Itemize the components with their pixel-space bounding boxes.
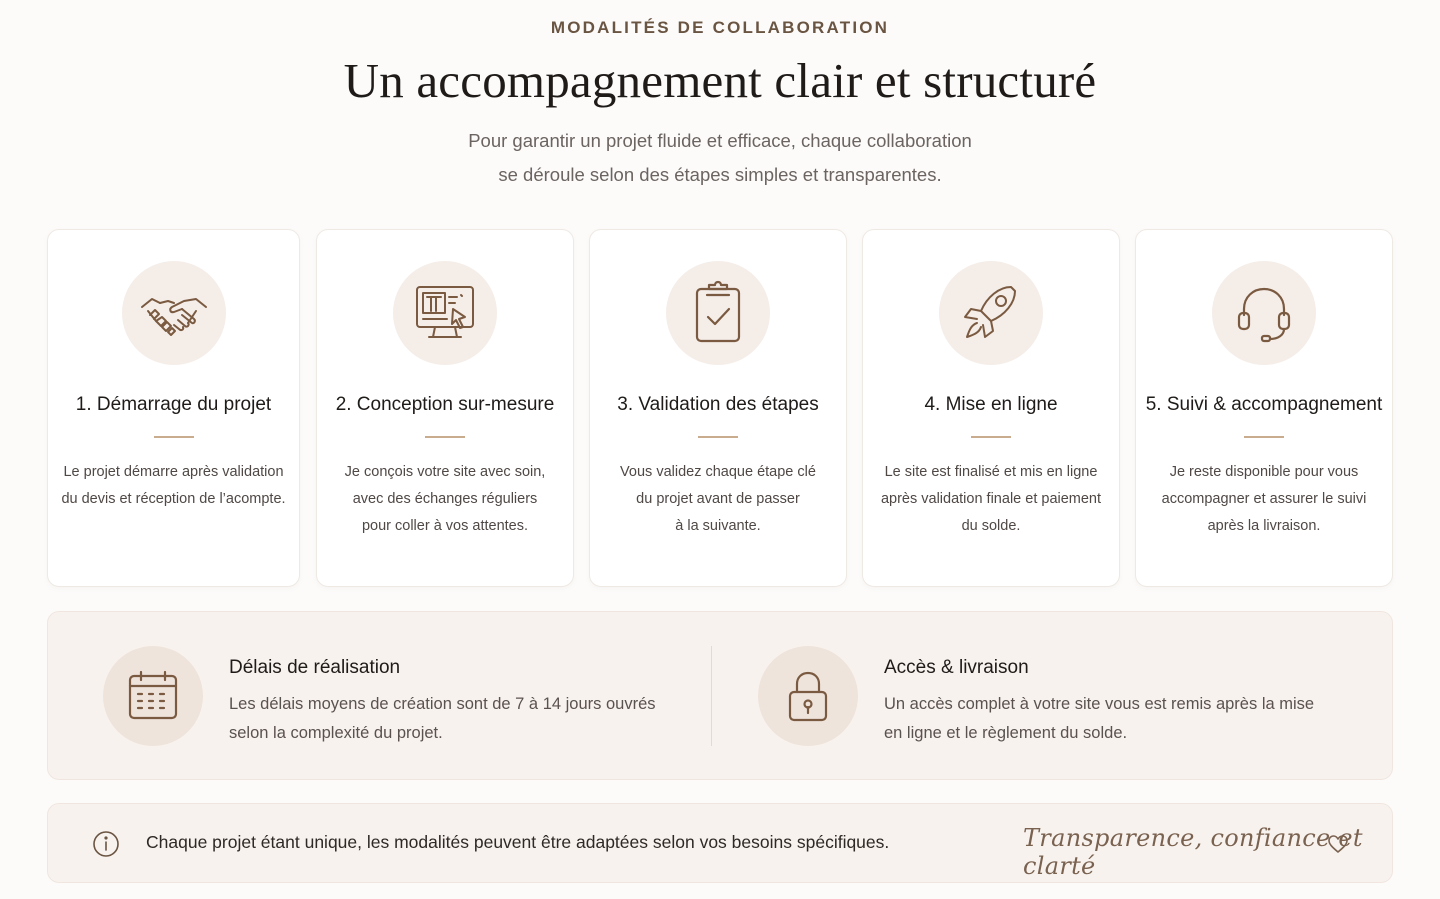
step-card <box>47 229 300 587</box>
info-circle-icon <box>92 830 120 858</box>
delays-description-line: Les délais moyens de création sont de 7 à 14 jours ouvrés <box>229 695 656 713</box>
step-description-line: pour coller à vos attentes. <box>361 518 529 534</box>
step-title: 3. Validation des étapes <box>617 394 819 415</box>
step-divider <box>698 436 738 438</box>
step-description-line: du solde. <box>961 518 1021 534</box>
step-description-line: du devis et réception de l’acompte. <box>61 491 286 507</box>
padlock-icon <box>778 666 838 726</box>
step-description-line: accompagner et assurer le suivi <box>1161 491 1367 507</box>
tagline: Transparence, confiance et clarté <box>1023 824 1363 880</box>
step-icon-circle <box>1212 261 1316 365</box>
step-divider <box>1244 436 1284 438</box>
clipboard-check-icon <box>682 277 754 349</box>
subtitle-line: se déroule selon des étapes simples et transparentes. <box>498 164 942 185</box>
step-icon-circle <box>122 261 226 365</box>
step-icon-circle <box>666 261 770 365</box>
step-card <box>862 229 1120 587</box>
step-description-line: Vous validez chaque étape clé <box>620 464 816 480</box>
access-description-line: Un accès complet à votre site vous est remis après la mise <box>884 695 1315 713</box>
step-description <box>317 459 573 540</box>
step-icon-circle <box>939 261 1043 365</box>
step-description <box>863 459 1119 540</box>
step-description <box>1136 459 1392 540</box>
page-title: Un accompagnement clair et structuré <box>343 53 1097 108</box>
step-description-line: Je reste disponible pour vous <box>1169 464 1359 480</box>
access-description <box>884 690 1314 748</box>
note-text: Chaque projet étant unique, les modalités peuvent être adaptées selon vos besoins spécifiques. <box>146 832 890 852</box>
step-divider <box>154 436 194 438</box>
delays-title: Délais de réalisation <box>229 657 401 678</box>
step-description-line: Le projet démarre après validation <box>63 464 284 480</box>
note-banner <box>47 803 1393 883</box>
step-title: 4. Mise en ligne <box>924 394 1058 415</box>
info-panel <box>47 611 1393 780</box>
step-description-line: à la suivante. <box>675 518 761 534</box>
web-design-icon <box>409 277 481 349</box>
step-title: 5. Suivi & accompagnement <box>1145 394 1383 415</box>
info-icon-circle <box>758 646 858 746</box>
step-title: 2. Conception sur-mesure <box>335 394 555 415</box>
info-icon-circle <box>103 646 203 746</box>
headset-icon <box>1228 277 1300 349</box>
handshake-icon <box>138 277 210 349</box>
step-card <box>1135 229 1393 587</box>
step-card <box>589 229 847 587</box>
step-card <box>316 229 574 587</box>
step-description-line: Le site est finalisé et mis en ligne <box>884 464 1098 480</box>
step-icon-circle <box>393 261 497 365</box>
heart-icon <box>1326 832 1350 856</box>
step-description-line: après la livraison. <box>1207 518 1321 534</box>
step-description-line: après validation finale et paiement <box>880 491 1102 507</box>
access-title: Accès & livraison <box>884 657 1029 678</box>
rocket-icon <box>955 277 1027 349</box>
subtitle-line: Pour garantir un projet fluide et efficace, chaque collaboration <box>468 130 972 151</box>
page-subtitle <box>0 124 1440 192</box>
calendar-icon <box>123 666 183 726</box>
step-description-line: Je conçois votre site avec soin, <box>344 464 546 480</box>
step-description <box>590 459 846 540</box>
eyebrow-label: MODALITÉS DE COLLABORATION <box>550 18 890 37</box>
access-description-line: en ligne et le règlement du solde. <box>884 724 1128 742</box>
delays-description <box>229 690 656 748</box>
step-description-line: du projet avant de passer <box>636 491 800 507</box>
step-description-line: avec des échanges réguliers <box>352 491 538 507</box>
info-divider <box>711 646 712 746</box>
step-divider <box>971 436 1011 438</box>
step-title: 1. Démarrage du projet <box>75 394 272 415</box>
delays-description-line: selon la complexité du projet. <box>229 724 443 742</box>
step-divider <box>425 436 465 438</box>
step-description <box>48 459 299 513</box>
